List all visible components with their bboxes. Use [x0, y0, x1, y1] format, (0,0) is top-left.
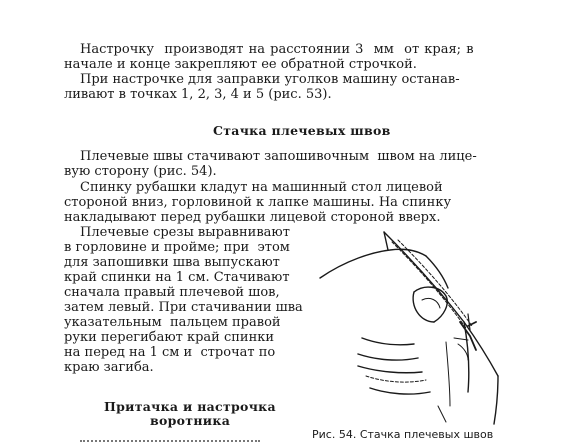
paragraph2-line2: ливают в точках 1, 2, 3, 4 и 5 (рис. 53). — [64, 87, 332, 102]
paragraph5-line10: краю загиба. — [64, 360, 154, 375]
cut-off-text-line — [80, 436, 260, 443]
paragraph3-line2: вую сторону (рис. 54). — [64, 164, 217, 179]
section-heading-shoulder-seams: Стачка плечевых швов — [213, 123, 391, 138]
paragraph5-line6: затем левый. При стачивании шва — [64, 300, 303, 315]
section-heading-collar-line2: воротника — [150, 413, 231, 428]
paragraph5-line2: в горловине и пройме; при этом — [64, 240, 290, 255]
paragraph5-line3: для запошивки шва выпускают — [64, 255, 280, 270]
paragraph5-line4: край спинки на 1 см. Стачивают — [64, 270, 290, 285]
paragraph1-line1: Настрочку производят на расстоянии 3 мм от края; в — [80, 42, 474, 57]
paragraph5-line1: Плечевые срезы выравнивают — [80, 225, 290, 240]
paragraph5-line5: сначала правый плечевой шов, — [64, 285, 280, 300]
paragraph5-line7: указательным пальцем правой — [64, 315, 281, 330]
paragraph3-line1: Плечевые швы стачивают запошивочным швом на лице- — [80, 149, 477, 164]
figure-caption: Рис. 54. Стачка плечевых швов — [312, 428, 494, 441]
paragraph4-line3: накладывают перед рубашки лицевой стороной вверх. — [64, 210, 441, 225]
paragraph4-line2: стороной вниз, горловиной к лапке машины. На спинку — [64, 195, 452, 210]
paragraph2-line1: При настрочке для заправки уголков машину останав- — [80, 72, 460, 87]
figure-shoulder-seam-illustration — [318, 226, 518, 426]
paragraph1-line2: начале и конце закрепляют ее обратной строчкой. — [64, 57, 417, 72]
paragraph5-line8: руки перегибают край спинки — [64, 330, 275, 345]
section-heading-collar-line1: Притачка и настрочка — [104, 399, 276, 414]
paragraph5-line9: на перед на 1 см и строчат по — [64, 345, 276, 360]
paragraph4-line1: Спинку рубашки кладут на машинный стол лицевой — [80, 180, 443, 195]
